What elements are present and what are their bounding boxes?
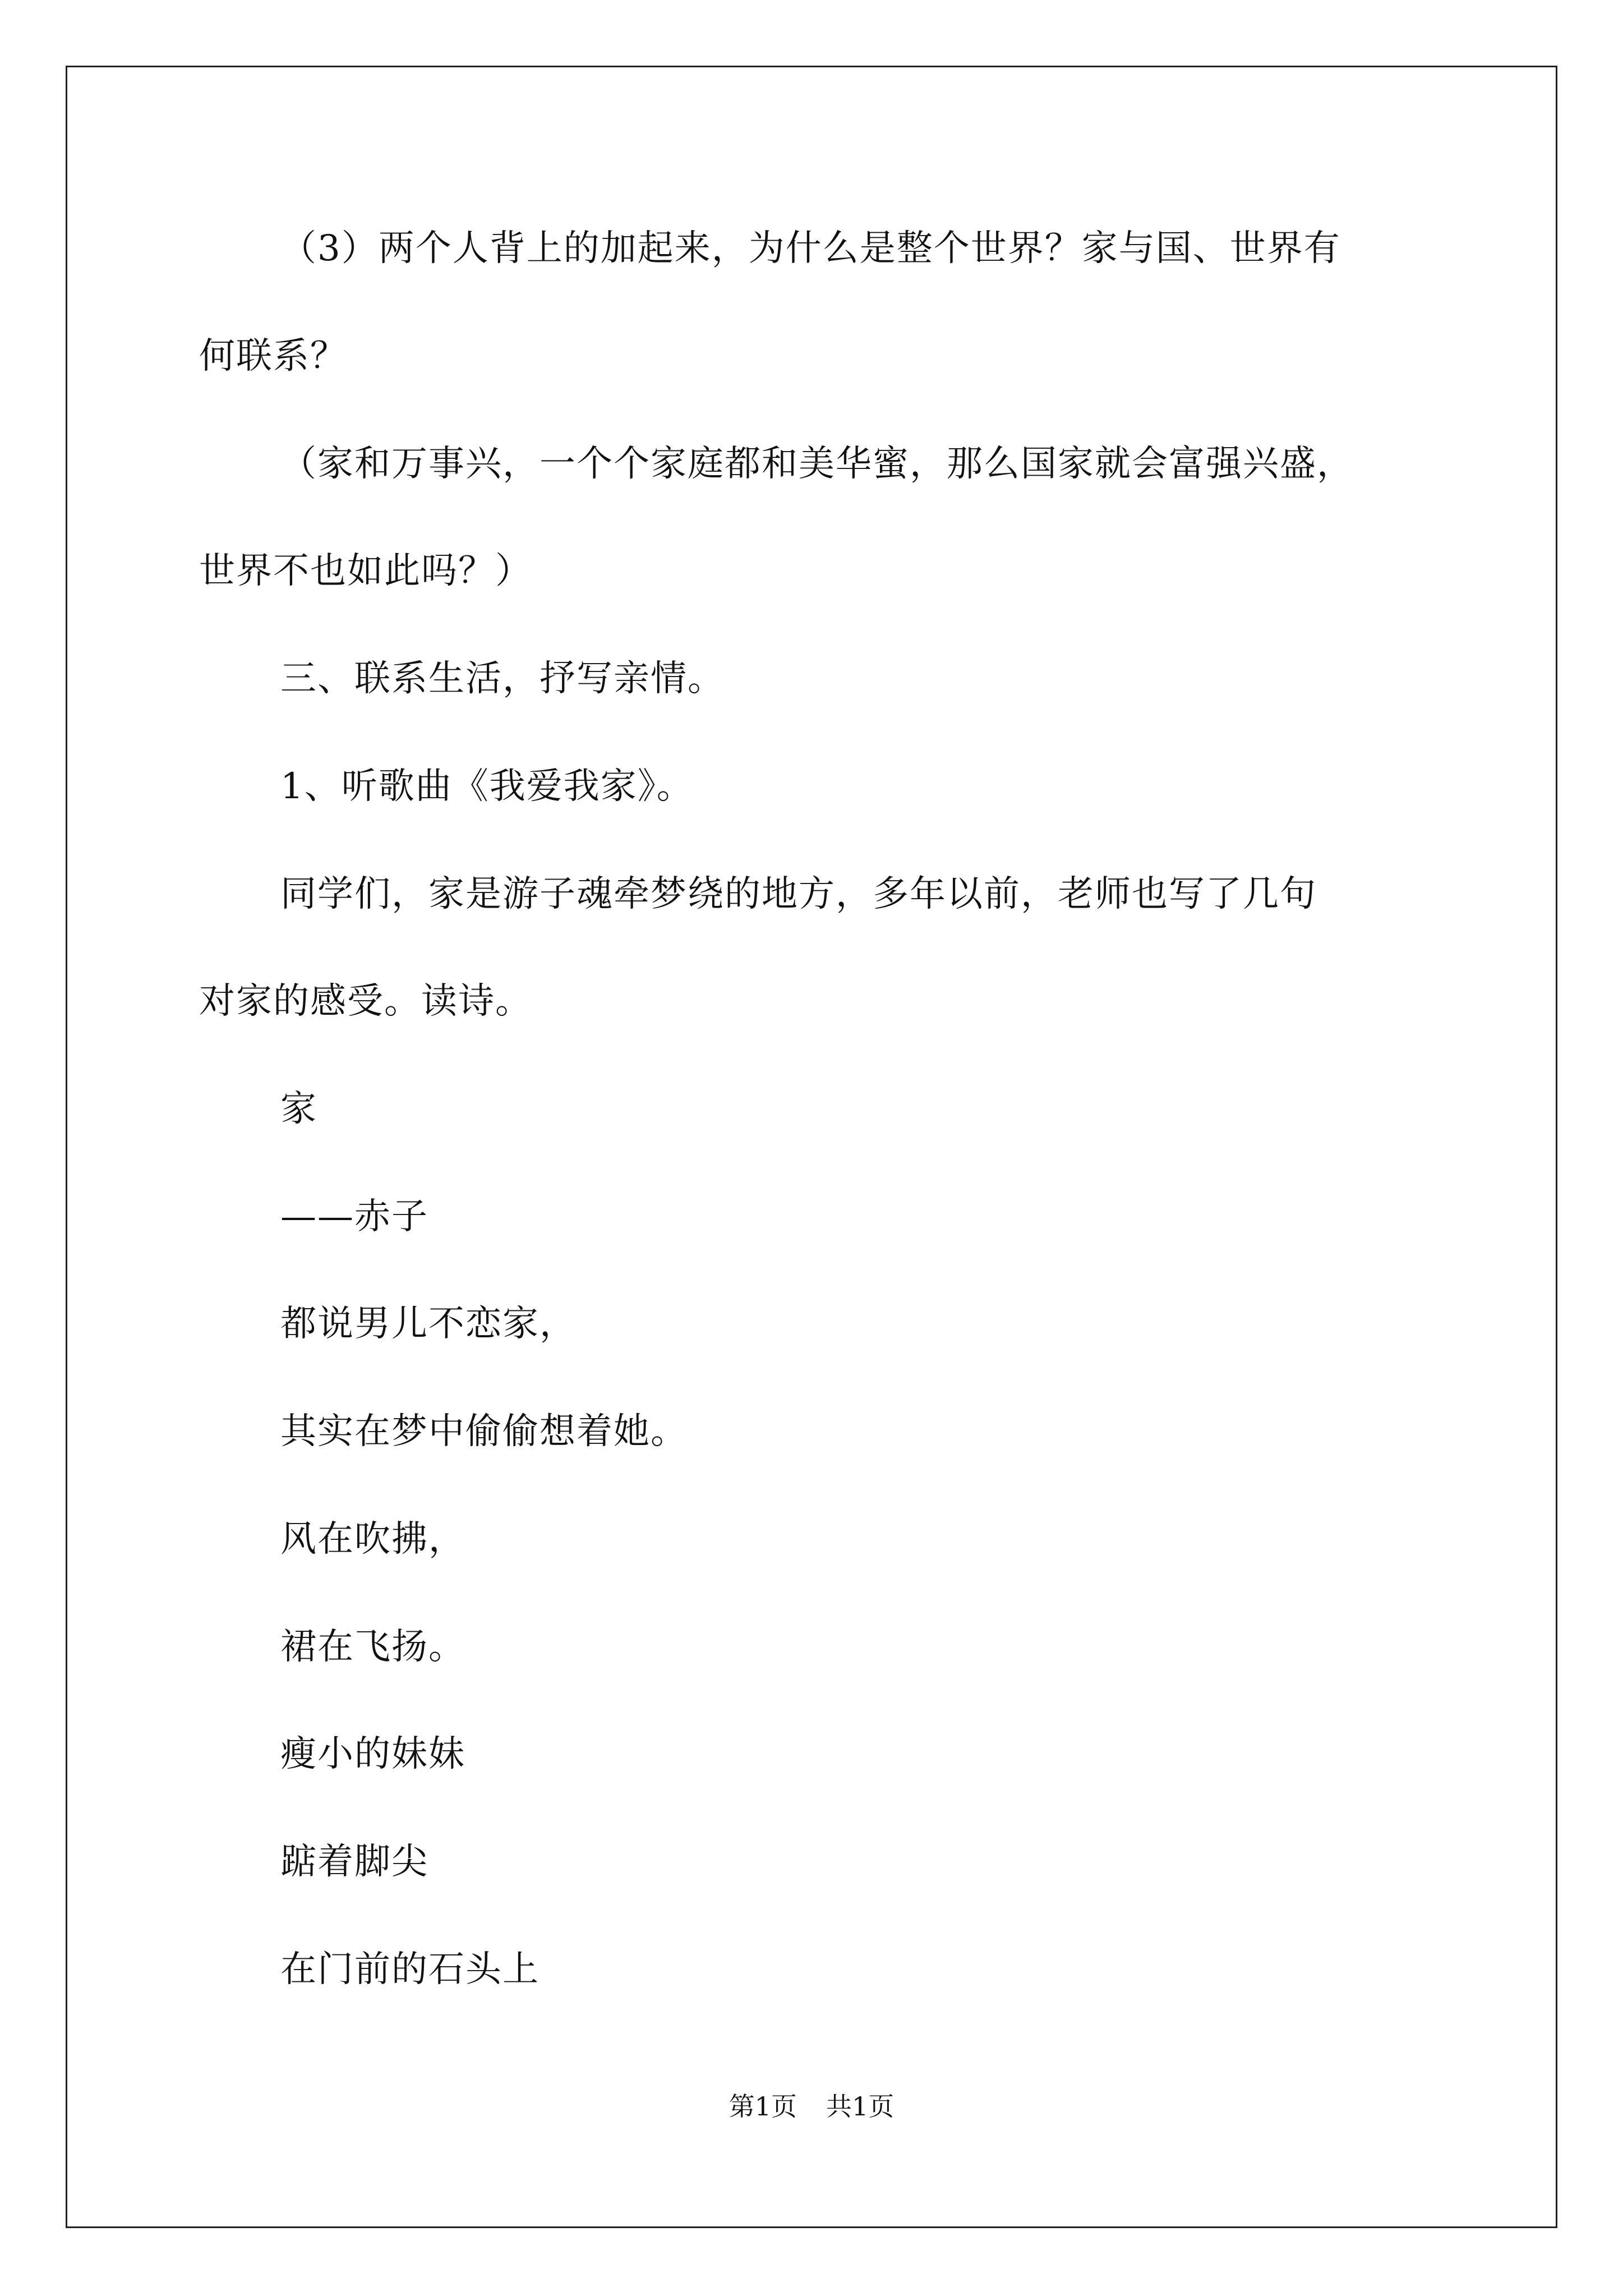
poem-line: 都说男儿不恋家， [280,1303,577,1345]
poem-line: 踮着脚尖 [280,1841,428,1883]
poem-line: 瘦小的妹妹 [280,1733,465,1775]
text-line: 1、听歌曲《我爱我家》。 [280,766,694,807]
poem-title: 家 [280,1088,317,1130]
text-line: 对家的感受。读诗。 [199,981,532,1022]
text-line: （3）两个人背上的加起来，为什么是整个世界？家与国、世界有 [280,228,1341,269]
poem-author: ——赤子 [280,1196,428,1237]
poem-line: 其实在梦中偷偷想着她。 [280,1411,688,1452]
poem-line: 在门前的石头上 [280,1949,540,1990]
page-total: 共1页 [826,2091,895,2122]
text-line: 世界不也如此吗？） [199,550,532,592]
text-line: 同学们，家是游子魂牵梦绕的地方，多年以前，老师也写了几句 [280,873,1317,915]
text-line: 何联系？ [199,335,347,377]
poem-line: 裙在飞扬。 [280,1626,465,1668]
page-footer [0,2090,1623,2123]
page-number: 第1页 [728,2091,797,2122]
text-line: （家和万事兴，一个个家庭都和美华蜜，那么国家就会富强兴盛， [280,443,1354,485]
poem-line: 风在吹拂， [280,1519,465,1560]
text-line: 三、联系生活，抒写亲情。 [280,658,725,700]
page-border [66,66,1557,2228]
